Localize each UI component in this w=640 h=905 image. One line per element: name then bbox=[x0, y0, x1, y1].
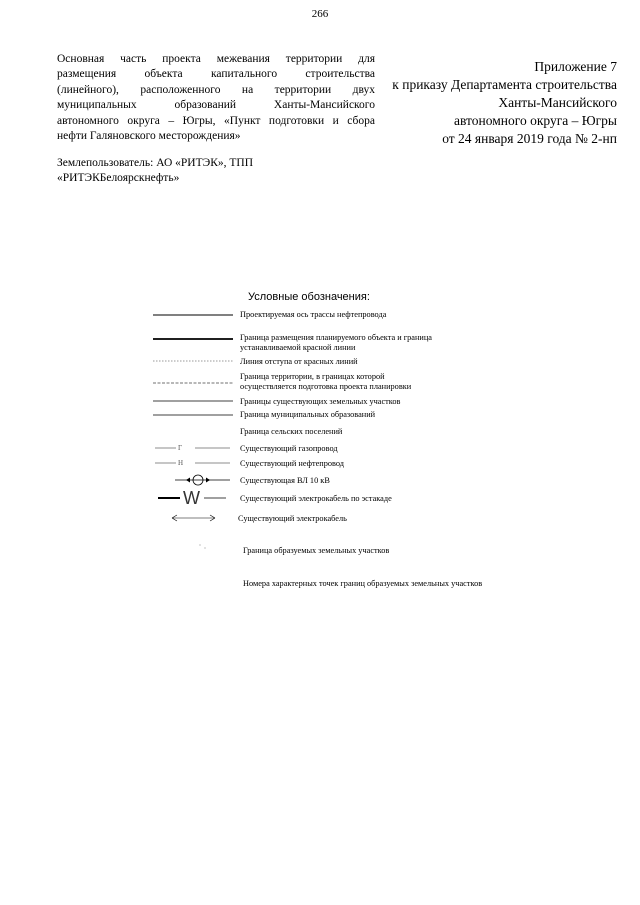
appendix-line: к приказу Департамента строительства bbox=[392, 77, 617, 92]
gas-pipeline-letter: Г bbox=[178, 444, 183, 452]
title-line: Основная часть проекта межевания территории для bbox=[57, 53, 375, 65]
legend-item-label: Существующий электрокабель bbox=[238, 514, 347, 523]
power-line-arrow-icon bbox=[186, 478, 190, 483]
page-number: 266 bbox=[311, 8, 329, 20]
legend-item-label: Граница образуемых земельных участков bbox=[243, 546, 390, 555]
legend-item-label: Граница сельских поселений bbox=[240, 427, 343, 436]
legend-title: Условные обозначения: bbox=[248, 291, 370, 303]
land-user-line: «РИТЭКБелоярскнефть» bbox=[57, 172, 180, 185]
legend-item-label-cont: осуществляется подготовка проекта планировки bbox=[240, 382, 412, 391]
legend-item-label: Границы существующих земельных участков bbox=[240, 397, 401, 406]
legend-item-label: Существующая ВЛ 10 кВ bbox=[240, 476, 330, 485]
legend-item-label: Номера характерных точек границ образуемых земельных участков bbox=[243, 579, 483, 588]
land-user-line: Землепользователь: АО «РИТЭК», ТПП bbox=[57, 157, 253, 169]
title-line: муниципальных образований Ханты-Мансийского bbox=[57, 99, 375, 112]
legend-item-label: Проектируемая ось трассы нефтепровода bbox=[240, 310, 387, 319]
legend-item-label-cont: устанавливаемой красной линии bbox=[240, 343, 356, 352]
title-line: (линейного), расположенного на территории двух bbox=[57, 83, 375, 96]
legend-item-label: Существующий нефтепровод bbox=[240, 459, 345, 468]
legend-item-label: Существующий газопровод bbox=[240, 444, 338, 453]
appendix-line: Приложение 7 bbox=[534, 59, 617, 74]
appendix-line: автономного округа – Югры bbox=[454, 113, 617, 128]
legend-item-label: Существующий электрокабель по эстакаде bbox=[240, 494, 392, 503]
legend-item-label: Граница территории, в границах которой bbox=[240, 372, 385, 381]
appendix-line: от 24 января 2019 года № 2-нп bbox=[442, 131, 617, 146]
legend-item-label: Граница муниципальных образований bbox=[240, 410, 376, 419]
appendix-line: Ханты-Мансийского bbox=[498, 95, 617, 110]
oil-pipeline-letter: Н bbox=[178, 459, 184, 467]
title-line: автономного округа – Югры, «Пункт подготовки и сбора bbox=[57, 114, 375, 127]
title-line: нефти Галяновского месторождения» bbox=[57, 130, 241, 143]
formed-plots-mark-icon bbox=[199, 544, 200, 545]
trestle-cable-letter: W bbox=[183, 488, 200, 508]
formed-plots-mark-icon bbox=[204, 547, 205, 548]
title-line: размещения объекта капитального строительства bbox=[57, 68, 375, 81]
power-line-arrow-icon bbox=[206, 478, 210, 483]
legend-item-label: Граница размещения планируемого объекта и граница bbox=[240, 333, 432, 342]
legend-item-label: Линия отступа от красных линий bbox=[240, 357, 358, 366]
